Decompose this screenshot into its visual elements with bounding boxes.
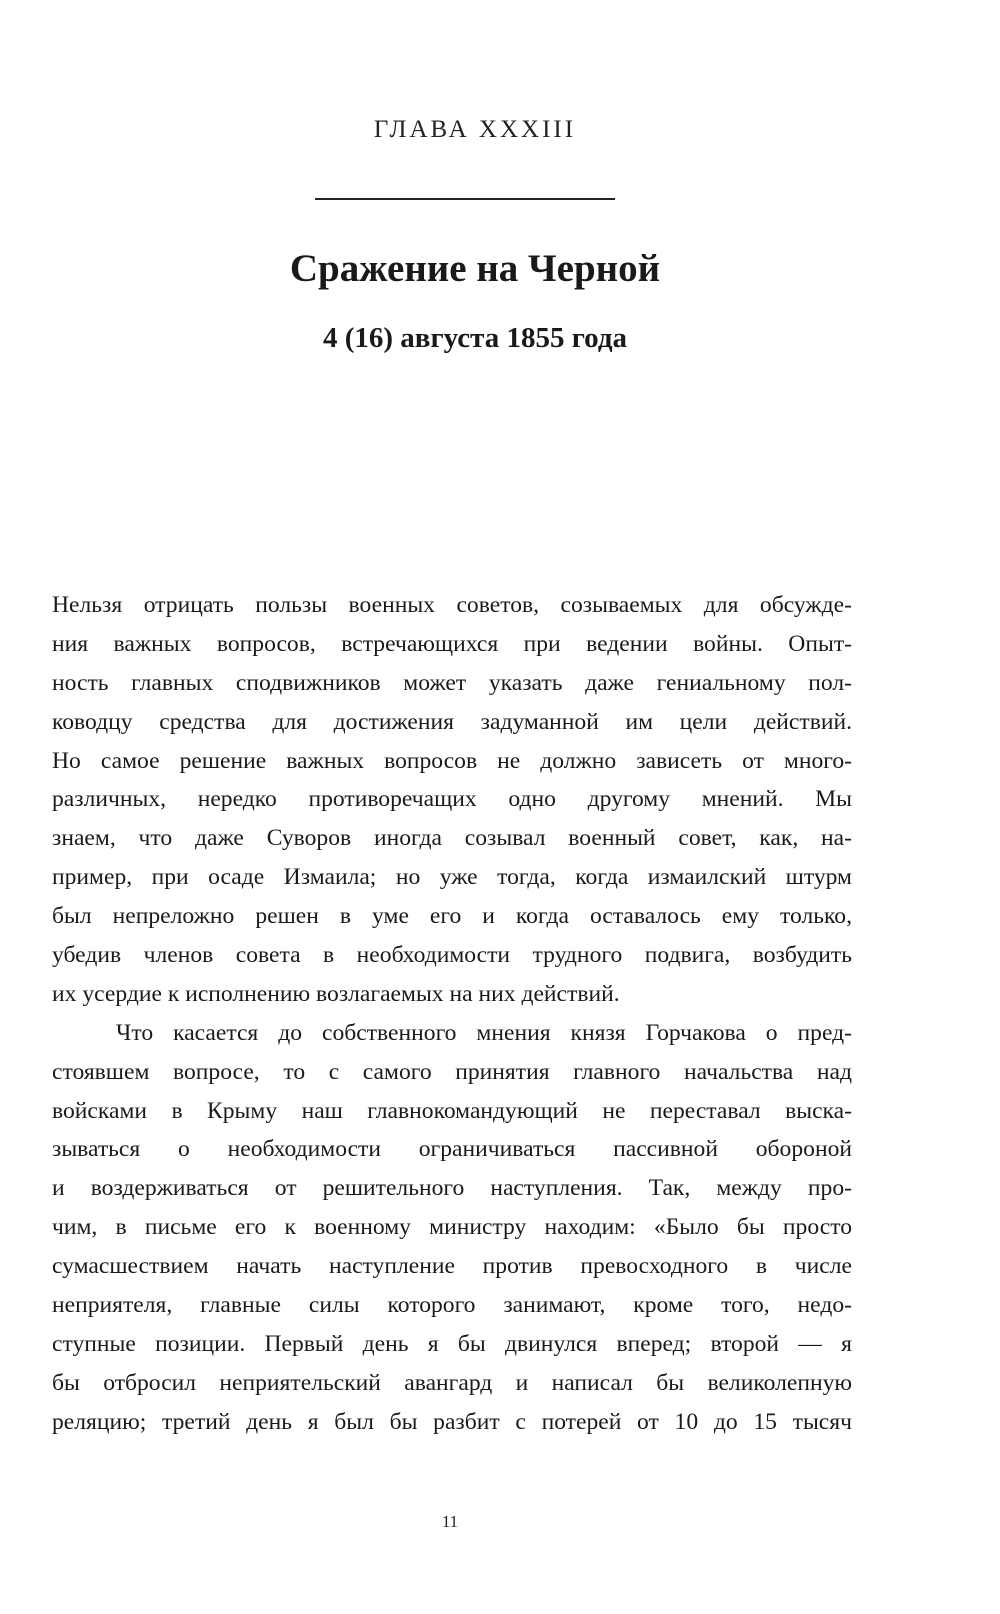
chapter-label: ГЛАВА XXXIII bbox=[373, 116, 577, 143]
chapter-divider bbox=[315, 198, 615, 200]
text-line: пример, при осаде Измаила; но уже тогда, когда измаилский штурм bbox=[52, 864, 852, 891]
text-line: зываться о необходимости ограничиваться пассивной обороной bbox=[52, 1136, 852, 1163]
text-line: ния важных вопросов, встречающихся при ведении войны. Опыт- bbox=[52, 630, 852, 657]
text-line: Нельзя отрицать пользы военных советов, созываемых для обсужде- bbox=[52, 592, 852, 618]
text-line: бы отбросил неприятельский авангард и написал бы великолепную bbox=[52, 1369, 852, 1396]
paragraph-2 bbox=[52, 1014, 852, 1442]
text-line: неприятеля, главные силы которого занимают, кроме того, недо- bbox=[52, 1292, 852, 1319]
text-line: войсками в Крыму наш главнокомандующий не переставал выска- bbox=[52, 1097, 852, 1124]
body-text bbox=[52, 586, 852, 1442]
text-line: знаем, что даже Суворов иногда созывал военный совет, как, на- bbox=[52, 825, 852, 852]
text-line: ступные позиции. Первый день я бы двинулся вперед; второй — я bbox=[52, 1330, 852, 1357]
text-line: чим, в письме его к военному министру находим: «Было бы просто bbox=[52, 1214, 852, 1241]
chapter-subtitle: 4 (16) августа 1855 года bbox=[322, 322, 627, 354]
text-line: различных, нередко противоречащих одно другому мнений. Мы bbox=[52, 786, 852, 813]
text-line: Но самое решение важных вопросов не должно зависеть от много- bbox=[52, 747, 852, 774]
text-line: реляцию; третий день я был бы разбит с потерей от 10 до 15 тысяч bbox=[52, 1408, 852, 1435]
text-line: ность главных сподвижников может указать даже гениальному пол- bbox=[52, 669, 852, 696]
text-line: Что касается до собственного мнения князя Горчакова о пред- bbox=[116, 1019, 852, 1046]
text-line: их усердие к исполнению возлагаемых на них действий. bbox=[52, 980, 620, 1007]
page-number: 11 bbox=[441, 1512, 459, 1531]
text-line: убедив членов совета в необходимости трудного подвига, возбудить bbox=[52, 942, 852, 969]
chapter-title: Сражение на Черной bbox=[289, 247, 661, 290]
text-line: стоявшем вопросе, то с самого принятия главного начальства над bbox=[52, 1058, 852, 1085]
text-line: и воздерживаться от решительного наступления. Так, между про- bbox=[52, 1175, 852, 1202]
text-line: сумасшествием начать наступление против превосходного в числе bbox=[52, 1253, 852, 1280]
paragraph-1 bbox=[52, 586, 852, 1014]
text-line: был непреложно решен в уме его и когда оставалось ему только, bbox=[52, 903, 852, 930]
text-line: ководцу средства для достижения задуманной им цели действий. bbox=[52, 708, 852, 735]
